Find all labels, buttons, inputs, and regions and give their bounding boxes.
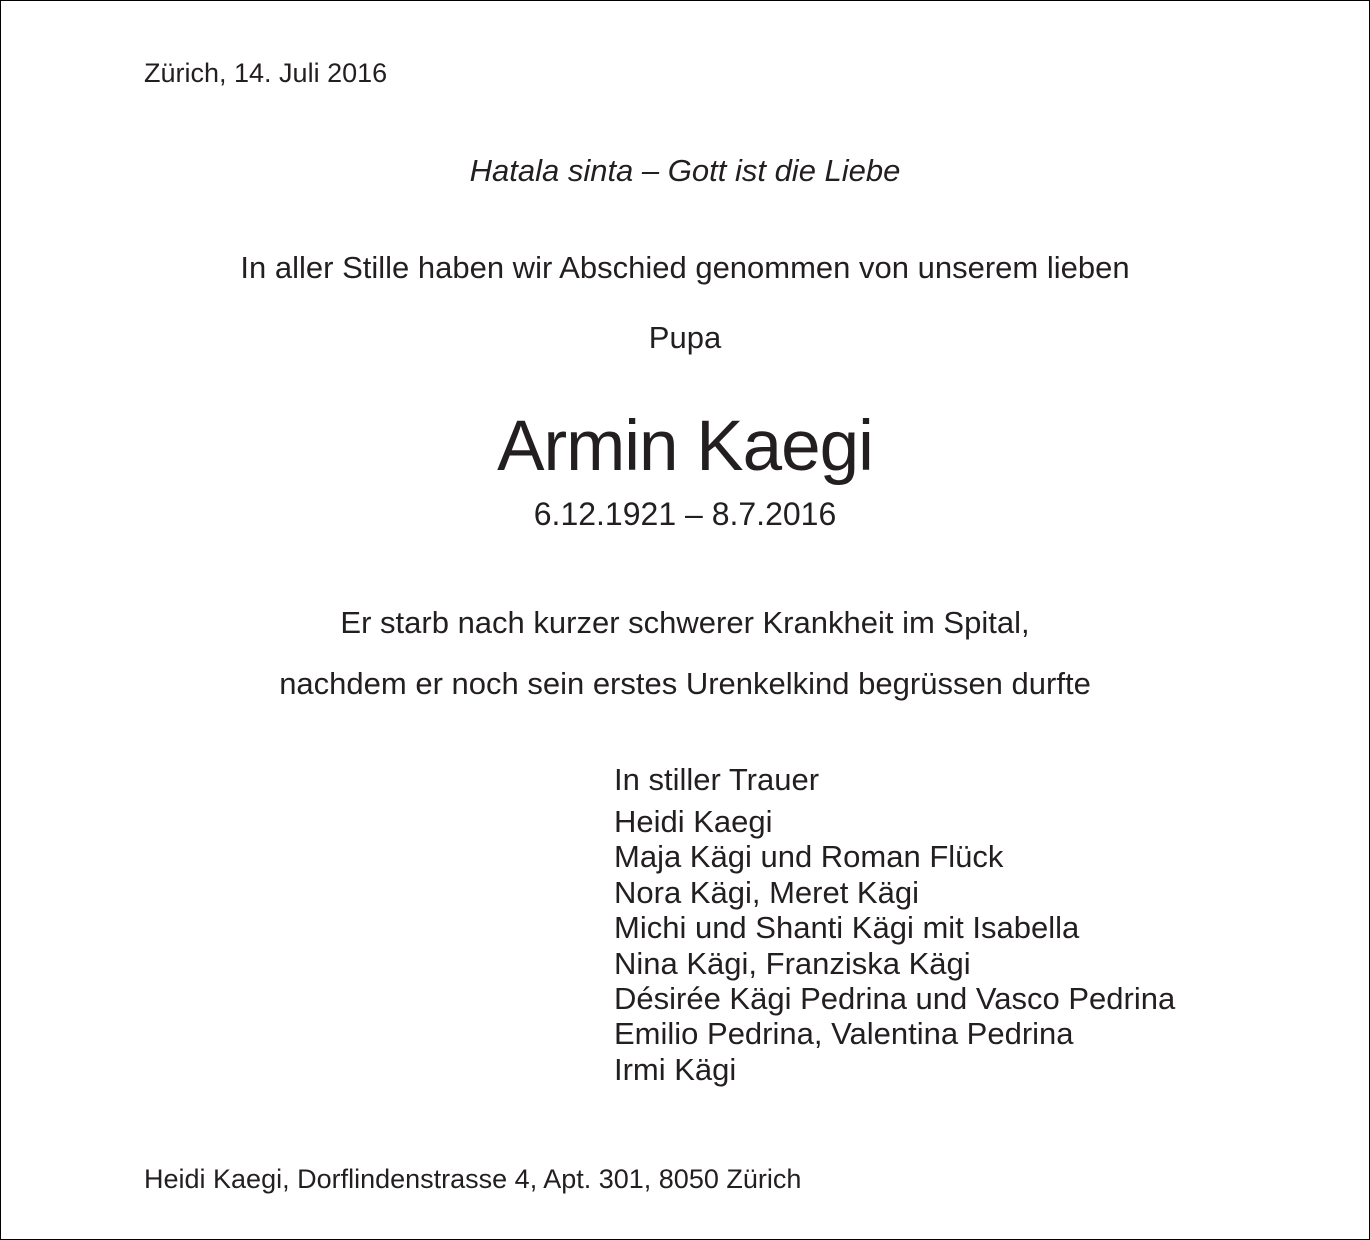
mourners-heading: In stiller Trauer [614, 762, 820, 797]
life-dates: 6.12.1921 – 8.7.2016 [533, 496, 837, 532]
deceased-name: Armin Kaegi [497, 407, 873, 486]
mourner-list [614, 804, 1175, 1087]
mourner-name: Irmi Kägi [614, 1051, 737, 1087]
mourner-name: Maja Kägi und Roman Flück [614, 839, 1004, 875]
message-line-1: Er starb nach kurzer schwerer Krankheit im Spital, [340, 605, 1030, 640]
contact-address: Heidi Kaegi, Dorflindenstrasse 4, Apt. 301, 8050 Zürich [144, 1164, 802, 1194]
mourners-block [614, 760, 1175, 1087]
mourner-name: Heidi Kaegi [614, 804, 773, 839]
mourner-name: Emilio Pedrina, Valentina Pedrina [614, 1016, 1074, 1052]
place-date: Zürich, 14. Juli 2016 [144, 58, 388, 88]
message-line-2: nachdem er noch sein erstes Urenkelkind begrüssen durfte [279, 666, 1091, 701]
mourner-name: Michi und Shanti Kägi mit Isabella [614, 910, 1080, 946]
mourner-name: Désirée Kägi Pedrina und Vasco Pedrina [614, 981, 1176, 1017]
nickname: Pupa [648, 320, 722, 355]
mourner-name: Nina Kägi, Franziska Kägi [614, 945, 971, 981]
intro-text: In aller Stille haben wir Abschied genommen von unserem lieben [240, 250, 1130, 285]
motto: Hatala sinta – Gott ist die Liebe [469, 153, 901, 188]
mourner-name: Nora Kägi, Meret Kägi [614, 874, 919, 910]
